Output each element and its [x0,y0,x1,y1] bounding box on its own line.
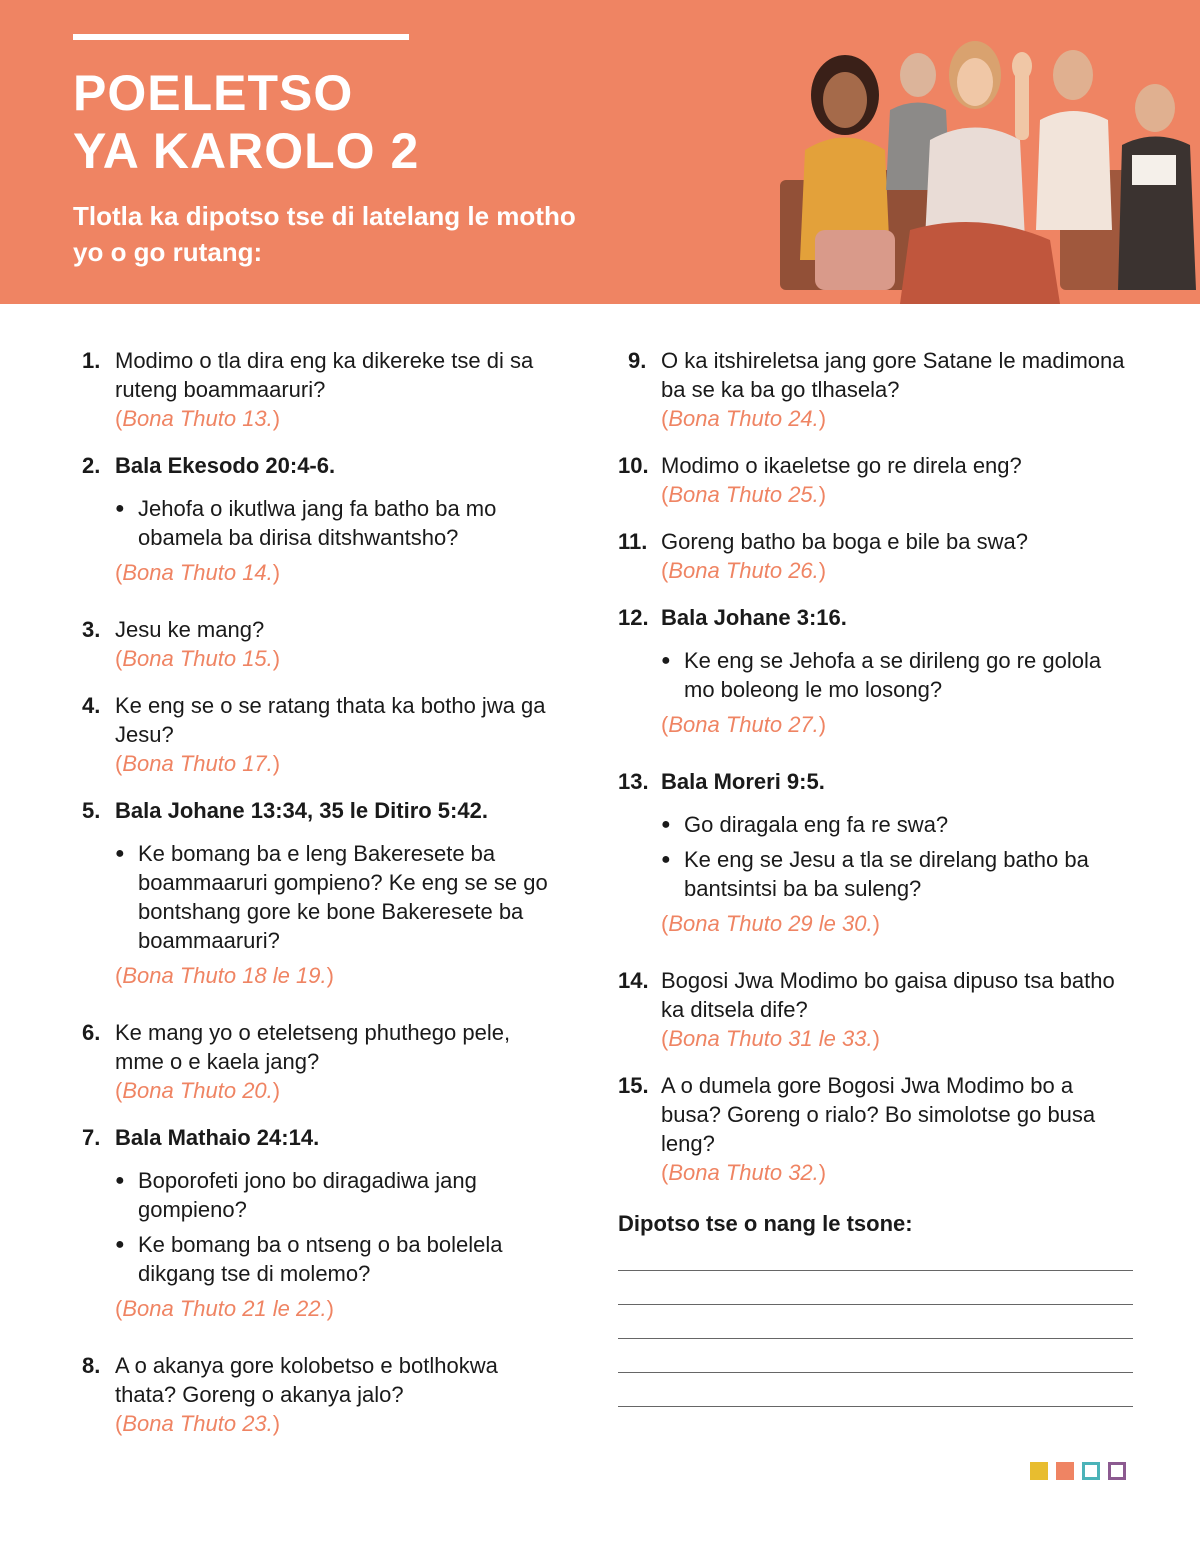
question-number: 15. [618,1073,649,1098]
question-text: O ka itshireletsa jang gore Satane le madimona ba se ka ba go tlhasela? [661,348,1125,402]
bullet-list [115,839,552,955]
lesson-reference: (Bona Thuto 15.) [115,646,281,671]
question-2 [82,451,552,587]
lesson-reference: (Bona Thuto 13.) [115,406,281,431]
bullet-item: ● Boporofeti jono bo diragadiwa jang gompieno? [115,1166,552,1224]
question-text: Bala Johane 13:34, 35 le Ditiro 5:42. [115,798,488,823]
lesson-reference: (Bona Thuto 21 le 22.) [115,1296,334,1321]
question-number: 5. [82,798,101,823]
title-line-2: YA KAROLO 2 [73,123,420,179]
question-3 [82,615,552,673]
question-text: Bala Moreri 9:5. [661,769,825,794]
question-number: 10. [618,453,649,478]
bullet-item: ● Ke bomang ba e leng Bakeresete ba boammaaruri gompieno? Ke eng se se go bontshang gore ke bone Bakeresete ba boammaaruri? [115,839,552,955]
question-11 [618,527,1133,585]
lesson-reference: (Bona Thuto 24.) [661,406,827,431]
question-number: 3. [82,617,101,642]
question-number: 12. [618,605,649,630]
question-text: Goreng batho ba boga e bile ba swa? [661,529,1028,554]
question-8 [82,1351,552,1438]
question-text: Bala Ekesodo 20:4-6. [115,453,336,478]
write-in-line[interactable] [618,1372,1133,1373]
question-text: Modimo o ikaeletse go re direla eng? [661,453,1022,478]
question-4 [82,691,552,778]
lesson-reference: (Bona Thuto 18 le 19.) [115,963,334,988]
bullet-item: ● Go diragala eng fa re swa? [661,810,1133,839]
question-5 [82,796,552,990]
lesson-reference: (Bona Thuto 20.) [115,1078,281,1103]
title-line-1: POELETSO [73,65,354,121]
question-7 [82,1123,552,1323]
question-9 [618,346,1133,433]
question-14 [618,966,1133,1053]
lesson-reference: (Bona Thuto 31 le 33.) [661,1026,880,1051]
question-text: A o dumela gore Bogosi Jwa Modimo bo a busa? Goreng o rialo? Bo simolotse go busa leng? [661,1073,1096,1156]
audience-illustration [760,30,1200,304]
question-number: 6. [82,1020,101,1045]
question-text: A o akanya gore kolobetso e botlhokwa thata? Goreng o akanya jalo? [115,1353,498,1407]
question-number: 7. [82,1125,101,1150]
lesson-reference: (Bona Thuto 27.) [661,712,827,737]
question-number: 8. [82,1353,101,1378]
question-number: 13. [618,769,649,794]
square-outline-teal [1082,1462,1100,1480]
question-number: 4. [82,693,101,718]
question-text: Modimo o tla dira eng ka dikereke tse di sa ruteng boammaaruri? [115,348,534,402]
bullet-list [661,810,1133,903]
write-in-line[interactable] [618,1304,1133,1305]
lesson-reference: (Bona Thuto 25.) [661,482,827,507]
bullet-list [115,1166,552,1288]
question-number: 1. [82,348,101,373]
question-text: Bogosi Jwa Modimo bo gaisa dipuso tsa batho ka ditsela dife? [661,968,1115,1022]
write-in-line[interactable] [618,1406,1133,1407]
progress-squares [1030,1462,1126,1480]
question-10 [618,451,1133,509]
bullet-item: ● Ke eng se Jehofa a se dirileng go re golola mo boleong le mo losong? [661,646,1133,704]
square-outline-purple [1108,1462,1126,1480]
question-number: 14. [618,968,649,993]
question-number: 2. [82,453,101,478]
bullet-list [115,494,552,552]
write-in-line[interactable] [618,1270,1133,1271]
lesson-reference: (Bona Thuto 23.) [115,1411,281,1436]
question-text: Bala Johane 3:16. [661,605,847,630]
bullet-list [661,646,1133,704]
question-12 [618,603,1133,739]
question-text: Ke eng se o se ratang thata ka botho jwa ga Jesu? [115,693,546,747]
lesson-reference: (Bona Thuto 26.) [661,558,827,583]
question-number: 11. [618,529,648,554]
lesson-reference: (Bona Thuto 17.) [115,751,281,776]
question-text: Jesu ke mang? [115,617,265,642]
square-filled-yellow [1030,1462,1048,1480]
page-header [0,0,1200,304]
lesson-reference: (Bona Thuto 14.) [115,560,281,585]
lesson-reference: (Bona Thuto 29 le 30.) [661,911,880,936]
lesson-reference: (Bona Thuto 32.) [661,1160,827,1185]
question-6 [82,1018,552,1105]
write-in-line[interactable] [618,1338,1133,1339]
questions-left-column [82,346,552,1438]
question-13 [618,767,1133,938]
questions-right-column [618,346,1133,1407]
question-1 [82,346,552,433]
header-rule [73,34,409,40]
question-number: 9. [628,348,647,373]
question-15 [618,1071,1133,1187]
page-subtitle: Tlotla ka dipotso tse di latelang le motho yo o go rutang: [73,201,576,267]
bullet-item: ● Ke eng se Jesu a tla se direlang batho ba bantsintsi ba ba suleng? [661,845,1133,903]
bullet-item: ● Ke bomang ba o ntseng o ba bolelela dikgang tse di molemo? [115,1230,552,1288]
page-title [73,64,419,180]
notes-label: Dipotso tse o nang le tsone: [618,1211,913,1236]
question-text: Ke mang yo o eteletseng phuthego pele, mme o e kaela jang? [115,1020,511,1074]
bullet-item: ● Jehofa o ikutlwa jang fa batho ba mo obamela ba dirisa ditshwantsho? [115,494,552,552]
square-filled-orange [1056,1462,1074,1480]
question-text: Bala Mathaio 24:14. [115,1125,320,1150]
